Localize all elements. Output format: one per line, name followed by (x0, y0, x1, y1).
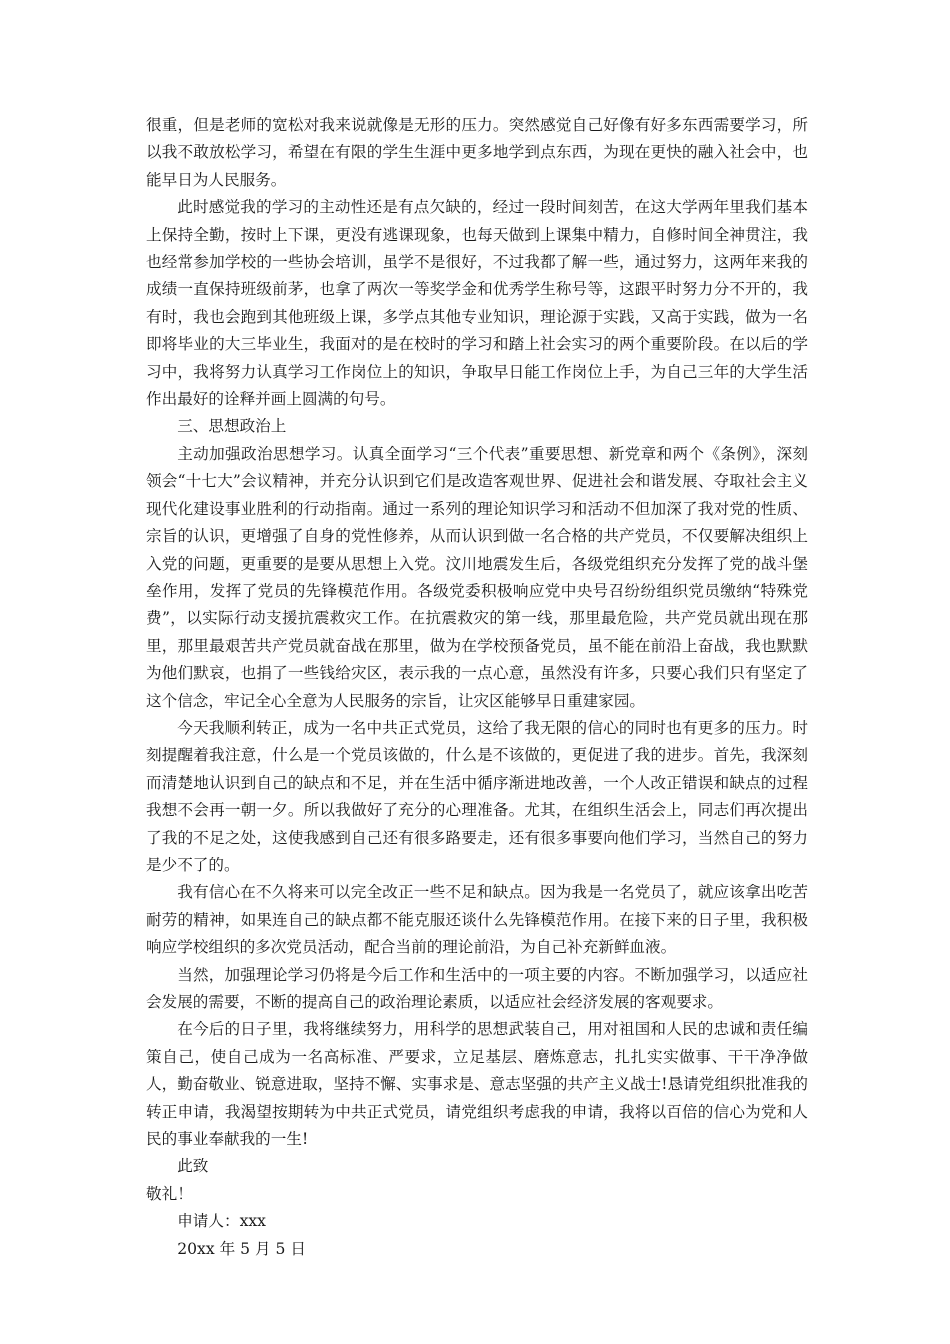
paragraph-confidence: 我有信心在不久将来可以完全改正一些不足和缺点。因为我是一名党员了，就应该拿出吃苦耐劳的精神，如果连自己的缺点都不能克服还谈什么先锋模范作用。在接下来的日子里，我积极响应学校组织的多次党员活动，配合当前的理论前沿，为自己补充新鲜血液。 (146, 883, 808, 957)
paragraph-political-study: 主动加强政治思想学习。认真全面学习“三个代表”重要思想、新党章和两个《条例》，深刻领会“十七大”会议精神，并充分认识到它们是改造客观世界、促进社会和谐发展、夺取社会主义现代化建设事业胜利的行动指南。通过一系列的理论知识学习和活动不但加深了我对党的性质、宗旨的认识，更增强了自身的党性修养，从而认识到做一名合格的共产党员，不仅要解决组织上入党的问题，更重要的是要从思想上入党。汶川地震发生后，各级党组织充分发挥了党的战斗堡垒作用，发挥了党员的先锋模范作用。各级党委积极响应党中央号召纷纷组织党员缴纳“特殊党费”，以实际行动支援抗震救灾工作。在抗震救灾的第一线，那里最危险，共产党员就出现在那里，那里最艰苦共产党员就奋战在那里，做为在学校预备党员，虽不能在前沿上奋战，我也默默为他们默哀，也捐了一些钱给灾区，表示我的一点心意，虽然没有许多，只要心我们只有坚定了这个信念，牢记全心全意为人民服务的宗旨，让灾区能够早日重建家园。 (146, 444, 808, 710)
paragraph-study-pressure: 很重，但是老师的宽松对我来说就像是无形的压力。突然感觉自己好像有好多东西需要学习，所以我不敢放松学习，希望在有限的学生生涯中更多地学到点东西，为现在更快的融入社会中，也能早日为人民服务。 (146, 116, 808, 189)
closing-line: 此致 (177, 1157, 209, 1176)
section-heading-politics: 三、思想政治上 (177, 417, 287, 436)
paragraph-theory-study: 当然，加强理论学习仍将是今后工作和生活中的一项主要的内容。不断加强学习，以适应社会发展的需要，不断的提高自己的政治理论素质，以适应社会经济发展的客观要求。 (146, 965, 808, 1011)
paragraph-future-commitment: 在今后的日子里，我将继续努力，用科学的思想武装自己，用对祖国和人民的忠诚和责任编策自己，使自己成为一名高标准、严要求，立足基层、磨炼意志，扎扎实实做事、干干净净做人，勤奋敬业、锐意进取，坚持不懈、实事求是、意志坚强的共产主义战士!恳请党组织批准我的转正申请，我渴望按期转为中共正式党员，请党组织考虑我的申请，我将以百倍的信心为党和人民的事业奉献我的一生! (146, 1020, 808, 1149)
paragraph-full-membership: 今天我顺利转正，成为一名中共正式党员，这给了我无限的信心的同时也有更多的压力。时刻提醒着我注意，什么是一个党员该做的，什么是不该做的，更促进了我的进步。首先，我深刻而清楚地认识到自己的缺点和不足，并在生活中循序渐进地改善，一个人改正错误和缺点的过程我想不会再一朝一夕。所以我做好了充分的心理准备。尤其，在组织生活会上，同志们再次提出了我的不足之处，这使我感到自己还有很多路要走，还有很多事要向他们学习，当然自己的努力是少不了的。 (146, 718, 808, 874)
date-line: 20xx 年 5 月 5 日 (177, 1239, 307, 1258)
paragraph-study-initiative: 此时感觉我的学习的主动性还是有点欠缺的，经过一段时间刻苦，在这大学两年里我们基本上保持全勤，按时上下课，更没有逃课现象，也每天做到上课集中精力，自修时间全神贯注，我也经常参加学校的一些协会培训，虽学不是很好，不过我都了解一些，通过努力，这两年来我的成绩一直保持班级前茅，也拿了两次一等奖学金和优秀学生称号等，这跟平时努力分不开的，我有时，我也会跑到其他班级上课，多学点其他专业知识，理论源于实践，又高于实践，做为一名即将毕业的大三毕业生，我面对的是在校时的学习和踏上社会实习的两个重要阶段。在以后的学习中，我将努力认真学习工作岗位上的知识，争取早日能工作岗位上手，为自己三年的大学生活作出最好的诠释并画上圆满的句号。 (146, 198, 808, 409)
document-body (146, 112, 808, 1263)
salutation-line: 敬礼！ (146, 1184, 193, 1203)
applicant-line: 申请人：xxx (177, 1212, 266, 1231)
